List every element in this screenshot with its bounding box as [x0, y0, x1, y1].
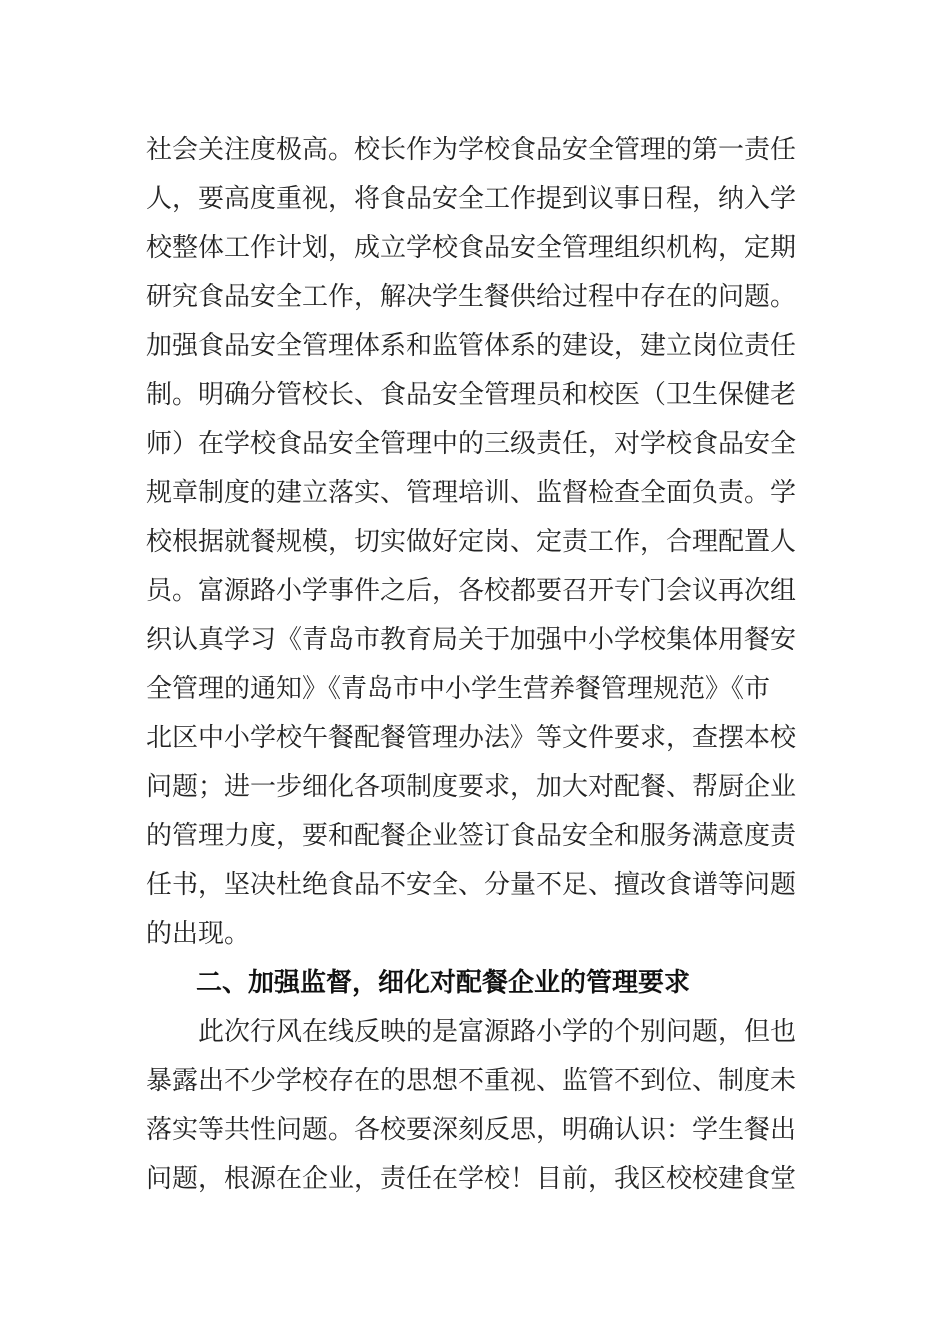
paragraph-line: 校根据就餐规模，切实做好定岗、定责工作，合理配置人 [146, 527, 797, 557]
section-heading: 二、加强监督，细化对配餐企业的管理要求 [196, 968, 691, 998]
paragraph-line: 研究食品安全工作，解决学生餐供给过程中存在的问题。 [146, 282, 797, 312]
paragraph-line: 校整体工作计划，成立学校食品安全管理组织机构，定期 [146, 233, 797, 263]
paragraph-line: 北区中小学校午餐配餐管理办法》等文件要求，查摆本校 [146, 723, 797, 753]
paragraph-supervision [146, 1008, 816, 1204]
document-body [146, 126, 816, 1204]
paragraph-line: 制。明确分管校长、食品安全管理员和校医（卫生保健老 [146, 380, 797, 410]
paragraph-line: 暴露出不少学校存在的思想不重视、监管不到位、制度未 [146, 1066, 797, 1096]
paragraph-line: 问题，根源在企业，责任在学校！目前，我区校校建食堂 [146, 1164, 797, 1194]
paragraph-line: 的出现。 [146, 919, 251, 949]
paragraph-line: 人，要高度重视，将食品安全工作提到议事日程，纳入学 [146, 184, 797, 214]
paragraph-line: 此次行风在线反映的是富源路小学的个别问题，但也 [198, 1017, 797, 1047]
paragraph-line: 织认真学习《青岛市教育局关于加强中小学校集体用餐安 [146, 625, 797, 655]
paragraph-school-responsibility [146, 126, 816, 959]
paragraph-line: 员。富源路小学事件之后，各校都要召开专门会议再次组 [146, 576, 797, 606]
paragraph-line: 社会关注度极高。校长作为学校食品安全管理的第一责任 [146, 135, 797, 165]
paragraph-line: 任书，坚决杜绝食品不安全、分量不足、擅改食谱等问题 [146, 870, 797, 900]
paragraph-line: 落实等共性问题。各校要深刻反思，明确认识：学生餐出 [146, 1115, 797, 1145]
paragraph-line: 的管理力度，要和配餐企业签订食品安全和服务满意度责 [146, 821, 797, 851]
paragraph-line: 规章制度的建立落实、管理培训、监督检查全面负责。学 [146, 478, 797, 508]
paragraph-line: 全管理的通知》《青岛市中小学生营养餐管理规范》《市 [146, 674, 771, 704]
paragraph-line: 师）在学校食品安全管理中的三级责任，对学校食品安全 [146, 429, 797, 459]
paragraph-line: 问题；进一步细化各项制度要求，加大对配餐、帮厨企业 [146, 772, 797, 802]
paragraph-line: 加强食品安全管理体系和监管体系的建设，建立岗位责任 [146, 331, 797, 361]
